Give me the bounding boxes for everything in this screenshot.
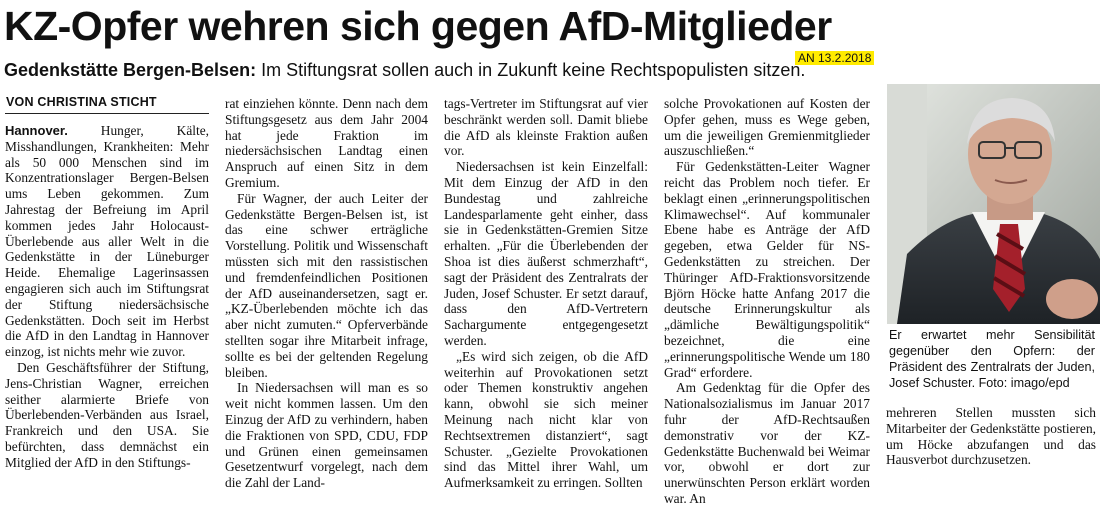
column-2-paragraph-3: In Niedersachsen will man es so weit nicht kommen lassen. Um den Einzug der AfD zu verhindern, haben die Fraktionen von SPD, CDU, FDP und Grünen einen gemeinsamen Gesetzentwurf vorgelegt, nach dem die Zahl der Land- [225, 380, 428, 491]
byline-divider [5, 113, 209, 114]
article-column-4 [664, 96, 870, 507]
article-column-3 [444, 96, 648, 491]
article-column-2 [225, 96, 428, 491]
photo-caption: Er erwartet mehr Sensibilität gegenüber den Opfern: der Präsident des Zentralrats der Juden, Josef Schuster. Foto: imago/epd [889, 328, 1095, 390]
dateline: Hannover. [5, 123, 68, 138]
headline: KZ-Opfer wehren sich gegen AfD-Mitglieder [4, 3, 832, 49]
column-1-paragraph-2: Den Geschäftsführer der Stiftung, Jens-Christian Wagner, erreichen seither alarmierte Briefe von Überlebenden-Verbänden aus Israel, Frankreich und den USA. Sie befürchten, dass demnächst ein Mitglied der AfD in den Stiftungs- [5, 359, 209, 470]
article-column-1 [5, 123, 209, 471]
byline: VON CHRISTINA STICHT [6, 95, 157, 109]
column-3-paragraph-2: Niedersachsen ist kein Einzelfall: Mit dem Einzug der AfD in den Bundestag und zahlreiche Landesparlamente geht einher, dass sie in Gedenkstätten-Gremien Sitze erhalten. „Für die Überlebenden der Shoa ist dies äußerst schmerzhaft“, sagt der Präsident des Zentralrats der Juden, Josef Schuster. Er setzt darauf, dass den AfD-Vertretern Sachargumente entgegengesetzt werden. [444, 159, 648, 348]
portrait-photo [887, 84, 1100, 324]
column-4-paragraph-3: Am Gedenktag für die Opfer des Nationalsozialismus im Januar 2017 fuhr der AfD-Rechtsaußen demonstrativ vor der KZ-Gedenkstätte Buchenwald bei Weimar vor, obwohl er dort zur unerwünschten Person erklärt worden war. An [664, 380, 870, 506]
date-stamp: AN 13.2.2018 [795, 51, 874, 65]
column-4-paragraph-1: solche Provokationen auf Kosten der Opfer gehen, muss es Wege geben, um die jeweiligen Gremienmitglieder auszuschließen.“ [664, 96, 870, 159]
column-1-paragraph-1 [5, 123, 209, 360]
subheadline [4, 58, 805, 82]
column-5-paragraph-1: mehreren Stellen mussten sich Mitarbeiter der Gedenkstätte postieren, um Höcke abzufangen und das Hausverbot durchzusetzen. [886, 405, 1096, 468]
column-2-paragraph-1: rat einziehen könnte. Denn nach dem Stiftungsgesetz aus dem Jahr 2004 hat jede Fraktion im niedersächsischen Landtag einen Anspruch auf einen Sitz in dem Gremium. [225, 96, 428, 190]
article-column-5 [886, 405, 1096, 468]
subheadline-text: Im Stiftungsrat sollen auch in Zukunft keine Rechtspopulisten sitzen. [256, 60, 806, 80]
column-1-paragraph-1-text: Hunger, Kälte, Misshandlungen, Krankheiten: Mehr als 50 000 Menschen sind im Konzentrationslager Bergen-Belsen ums Leben gekommen. Zum Jahrestag der Befreiung im April kommen jedes Jahr Holocaust-Überlebende aus aller Welt in die Gedenkstätte in der Lüneburger Heide. Ehemalige Lagerinsassen engagieren sich auch im Stiftungsrat der Stiftung niedersächsische Gedenkstätten. Doch seit im Herbst die AfD in den Landtag in Hannover einzog, ist nichts mehr wie zuvor. [5, 123, 209, 360]
column-4-paragraph-2: Für Gedenkstätten-Leiter Wagner reicht das Problem noch tiefer. Er beklagt einen „erinnerungspolitischen Klimawechsel“. Auf kommunaler Ebene habe es Anträge der AfD gegeben, etwa Gelder für NS-Gedenkstätten zu streichen. Der Thüringer AfD-Fraktionsvorsitzende Björn Höcke hatte Anfang 2017 die deutsche Erinnerungskultur als „dämliche Bewältigungspolitik“ bezeichnet, die eine „erinnerungspolitische Wende um 180 Grad“ erfordere. [664, 159, 870, 380]
subheadline-lead: Gedenkstätte Bergen-Belsen: [4, 60, 257, 80]
column-2-paragraph-2: Für Wagner, der auch Leiter der Gedenkstätte Bergen-Belsen ist, ist das eine schwer erträgliche Vorstellung. Politik und Wissenschaft müssten sich mit den rassistischen und fremdenfeindlichen Positionen der AfD auseinandersetzen, sagt er. „KZ-Überlebenden möchte ich das aber nicht zumuten.“ Opferverbände stellten sogar ihre Mitarbeit infrage, sollte es bei der geltenden Regelung bleiben. [225, 190, 428, 380]
column-3-paragraph-1: tags-Vertreter im Stiftungsrat auf vier beschränkt werden soll. Damit bliebe die AfD als kleinste Fraktion außen vor. [444, 96, 648, 159]
column-3-paragraph-3: „Es wird sich zeigen, ob die AfD weiterhin auf Provokationen setzt oder Themen konstruktiv angehen kann, obwohl sie sich meiner Meinung nach nicht klar von Rechtsextremen distanziert“, sagt Schuster. „Gezielte Provokationen sind das Mittel ihrer Wahl, um Aufmerksamkeit zu erringen. Sollten [444, 348, 648, 491]
portrait-illustration [887, 84, 1100, 324]
